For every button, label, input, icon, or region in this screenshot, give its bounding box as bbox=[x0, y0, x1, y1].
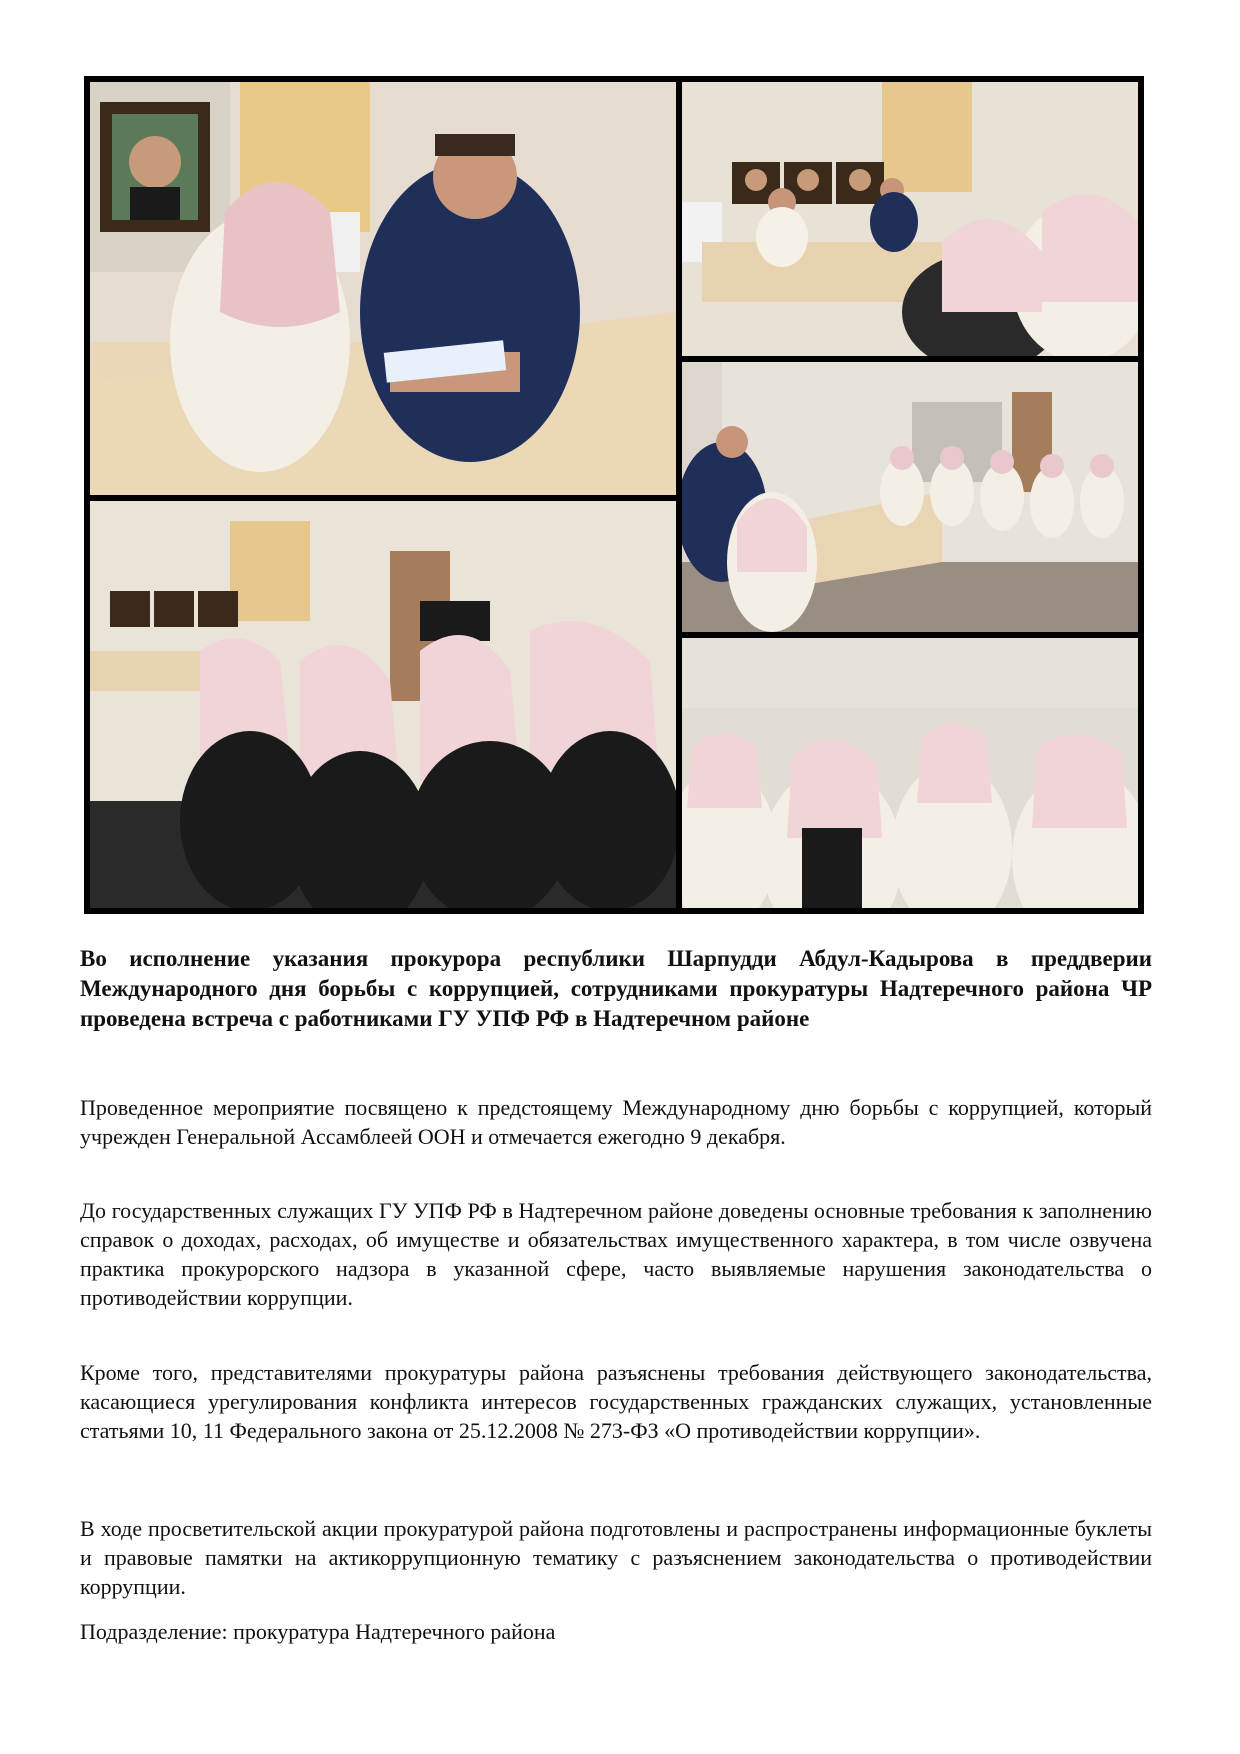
photo-meeting-closeup bbox=[90, 82, 676, 495]
article-paragraph-4: В ходе просветительской акции прокуратурой района подготовлены и распространены информационные буклеты и правовые памятки на актикоррупционную тематику с разъяснением законодательства о противодействии коррупции. bbox=[80, 1516, 1152, 1599]
photo-audience-back-view bbox=[90, 501, 676, 908]
photo-collage bbox=[84, 76, 1144, 914]
article-paragraph-1: Проведенное мероприятие посвящено к предстоящему Международному дню борьбы с коррупцией, который учрежден Генеральной Ассамблеей ООН и отмечается ежегодно 9 декабря. bbox=[80, 1095, 1152, 1149]
article-headline: Во исполнение указания прокурора республики Шарпудди Абдул-Кадырова в преддверии Международного дня борьбы с коррупцией, сотрудниками прокуратуры Надтеречного района ЧР проведена встреча с работниками ГУ УПФ РФ в Надтеречном районе bbox=[80, 946, 1152, 1031]
article-paragraph-2: До государственных служащих ГУ УПФ РФ в Надтеречном районе доведены основные требования к заполнению справок о доходах, расходах, об имуществе и обязательствах имущественного характера, в том числе озвучена практика прокурорского надзора в указанной сфере, часто выявляемые нарушения законодательства о противодействии коррупции. bbox=[80, 1198, 1152, 1310]
photo-audience-side-view bbox=[682, 362, 1138, 632]
article-paragraph-3: Кроме того, представителями прокуратуры района разъяснены требования действующего законодательства, касающиеся урегулирования конфликта интересов государственных гражданских служащих, установленные статьями 10, 11 Федерального закона от 25.12.2008 № 273-ФЗ «О противодействии коррупции». bbox=[80, 1360, 1152, 1443]
photo-meeting-room-wide bbox=[682, 82, 1138, 356]
photo-audience-front-view bbox=[682, 638, 1138, 908]
article-division: Подразделение: прокуратура Надтеречного района bbox=[80, 1619, 556, 1644]
